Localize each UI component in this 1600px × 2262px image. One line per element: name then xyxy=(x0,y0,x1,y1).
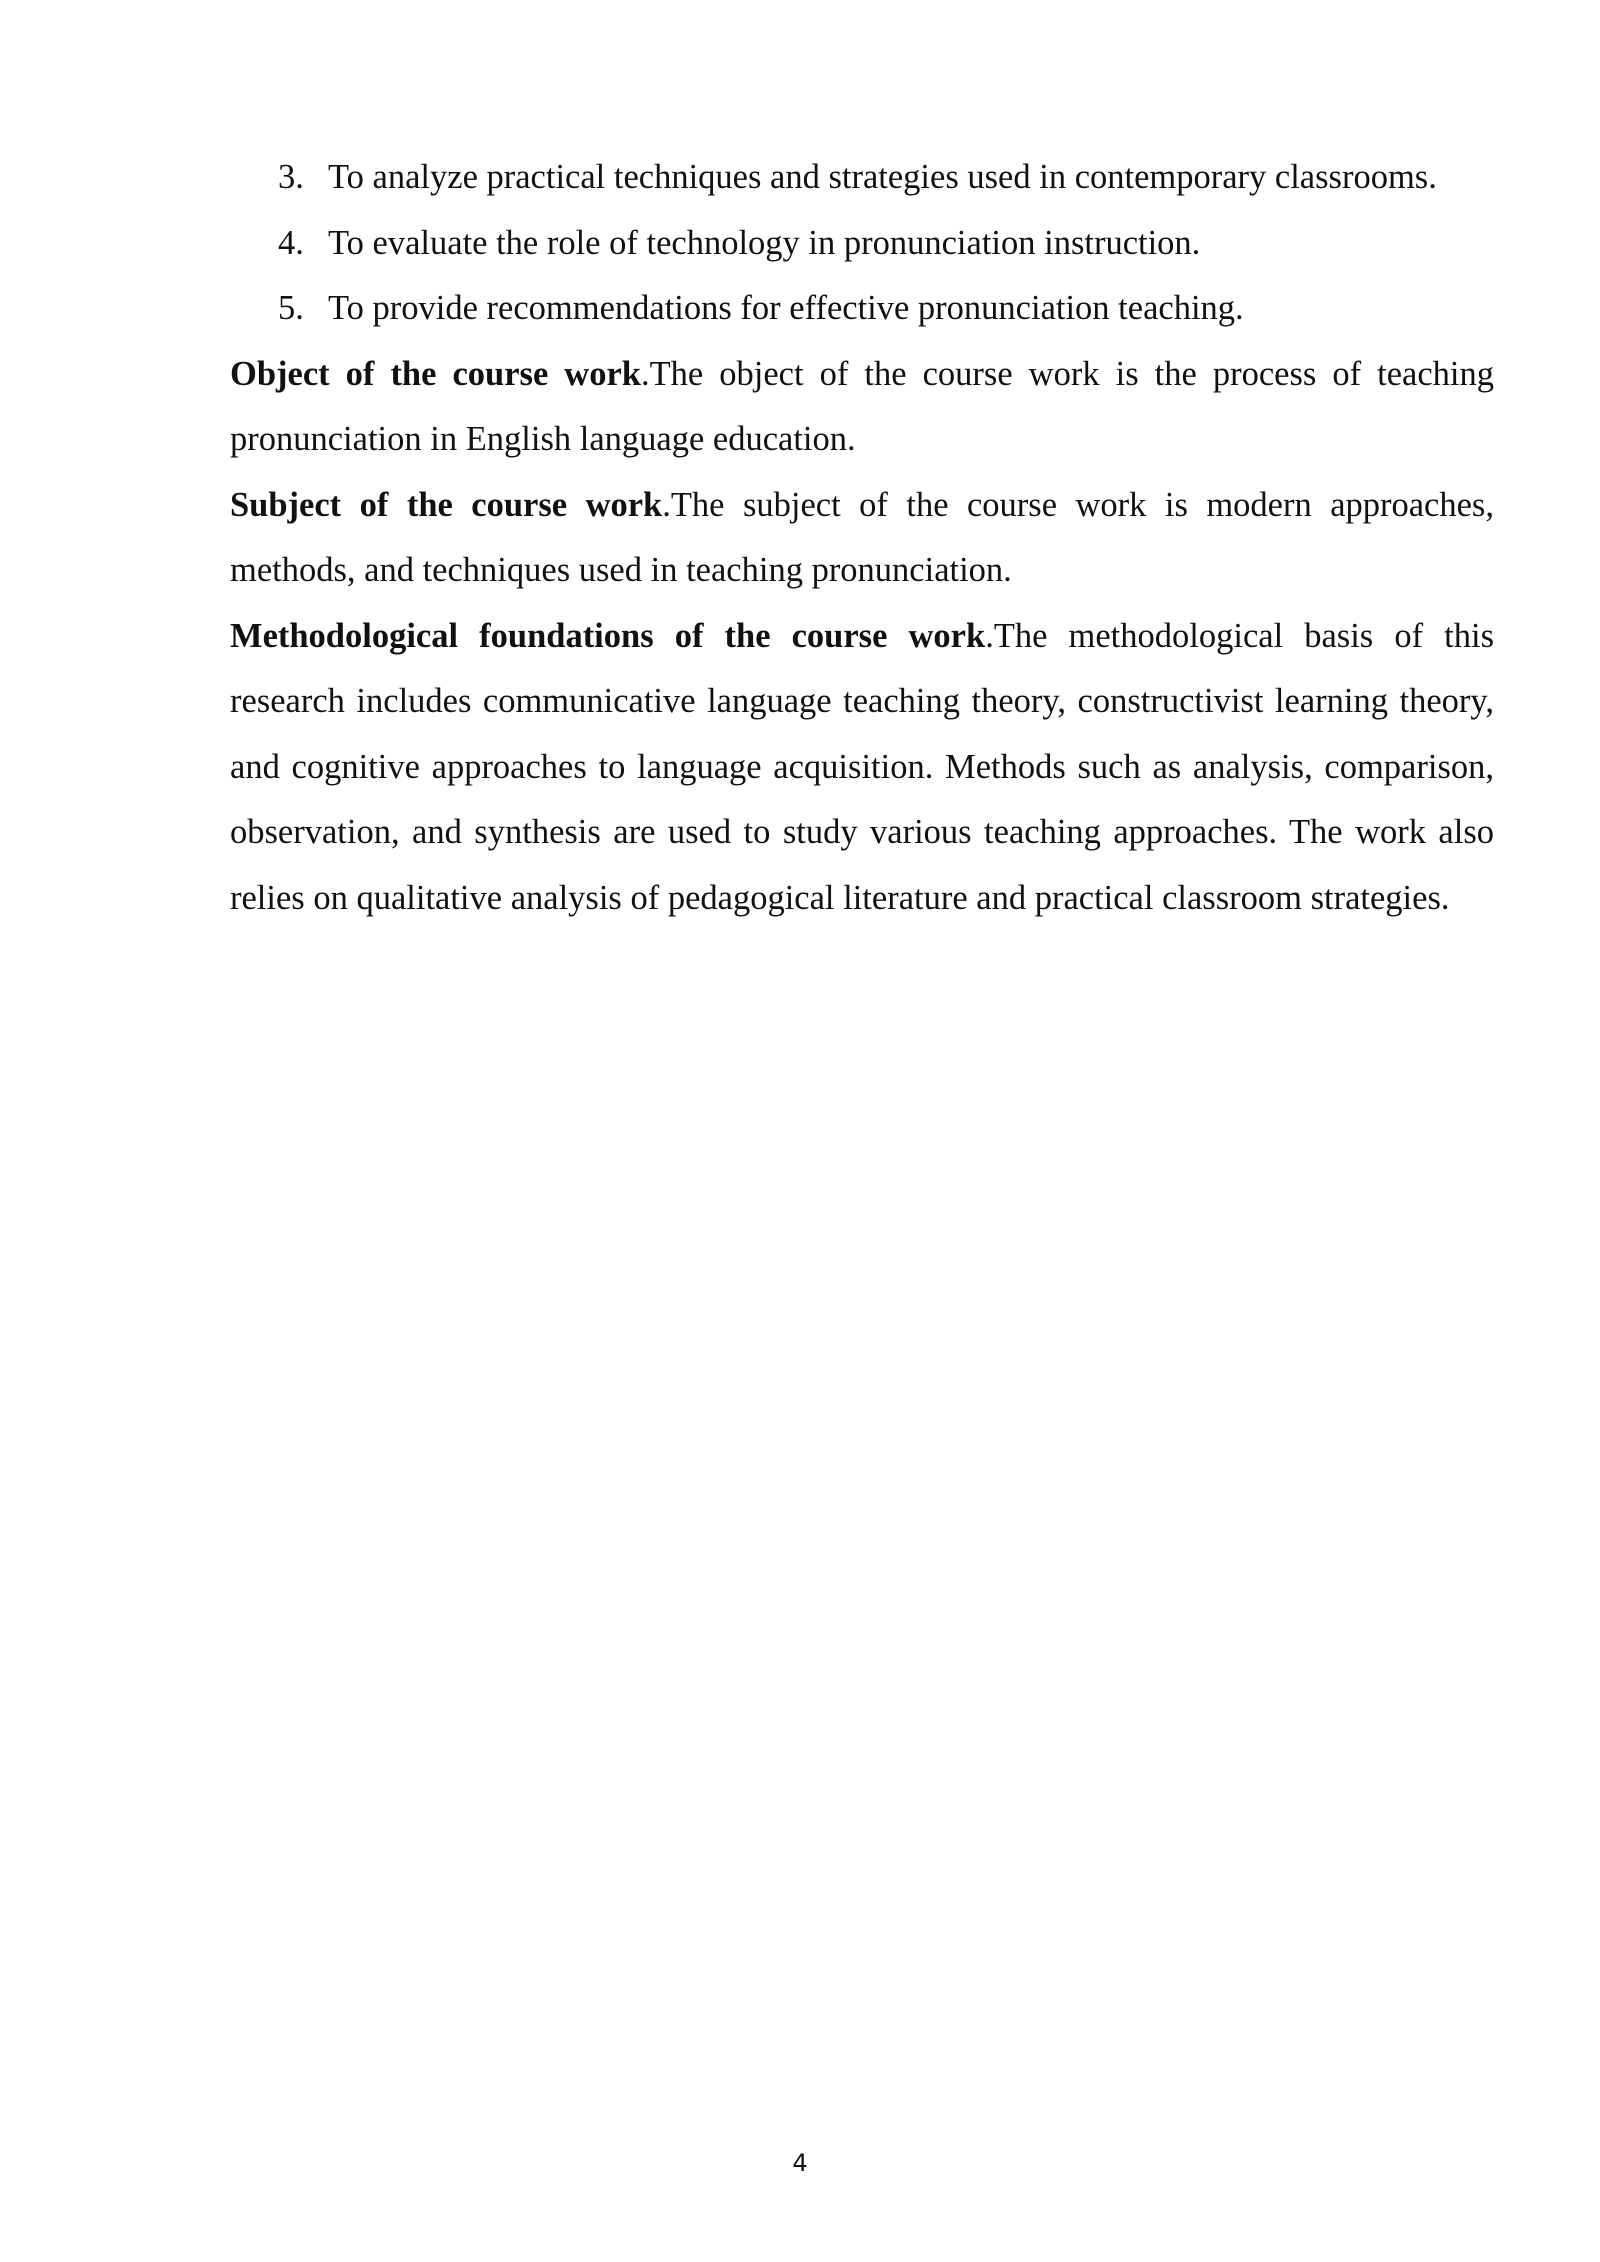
list-item-number: 4. xyxy=(278,223,304,262)
list-item-number: 5. xyxy=(278,289,304,327)
list-item-text: To evaluate the role of technology in pronunciation instruction. xyxy=(328,223,1201,262)
list-item xyxy=(230,145,1494,211)
object-paragraph xyxy=(230,342,1494,473)
objectives-list xyxy=(230,145,1494,342)
page-content xyxy=(230,145,1494,931)
list-item-text: To analyze practical techniques and strategies used in contemporary classrooms. xyxy=(328,158,1437,196)
methodology-label: Methodological foundations of the course work xyxy=(230,616,986,655)
list-item-text: To provide recommendations for effective pronunciation teaching. xyxy=(328,289,1244,327)
list-item xyxy=(230,276,1494,342)
subject-paragraph xyxy=(230,473,1494,604)
page-number: 4 xyxy=(792,2149,808,2177)
methodology-paragraph xyxy=(230,604,1494,932)
subject-text: .The subject of the course work is modern approaches, methods, and techniques used in teaching pronunciation. xyxy=(230,485,1494,589)
list-item xyxy=(230,211,1494,277)
subject-label: Subject of the course work xyxy=(230,485,663,524)
object-label: Object of the course work xyxy=(230,354,641,393)
object-text: .The object of the course work is the process of teaching pronunciation in English language education. xyxy=(230,354,1494,458)
methodology-text: .The methodological basis of this research includes communicative language teaching theory, constructivist learning theory, and cognitive approaches to language acquisition. Methods such as analysis, comparison, observation, and synthesis are used to study various teaching approaches. The work also relies on qualitative analysis of pedagogical literature and practical classroom strategies. xyxy=(230,616,1494,917)
list-item-number: 3. xyxy=(278,158,304,196)
